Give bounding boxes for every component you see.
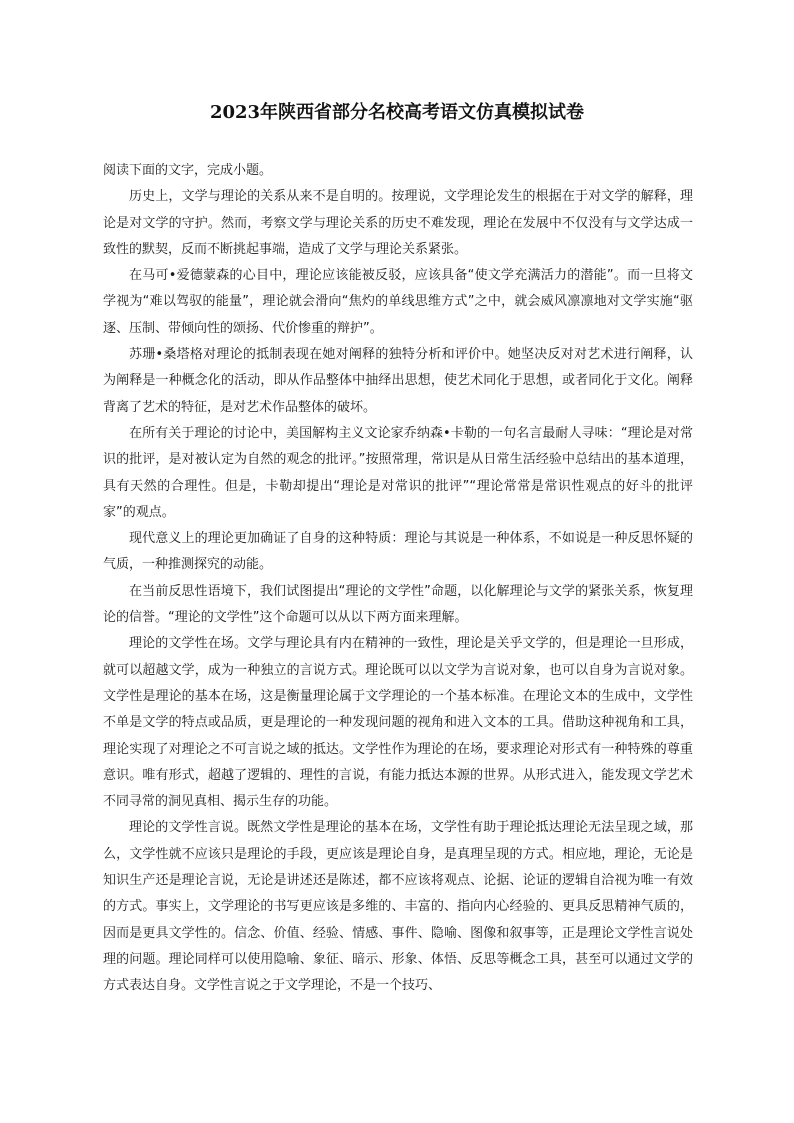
paragraph: 在所有关于理论的讨论中，美国解构主义文论家乔纳森•卡勒的一句名言最耐人寻味：“理论是对常识的批评，是对被认定为自然的观念的批评。”按照常理，常识是从日常生活经验中总结出的基本道理，具有天然的合理性。但是，卡勒却提出“理论是对常识的批评”“理论常常是常识性观点的好斗的批评家”的观点。 [103, 425, 693, 520]
paragraph: 在马可•爱德蒙森的心目中，理论应该能被反驳，应该具备“使文学充满活力的潜能”。而一旦将文学视为“难以驾驭的能量”，理论就会滑向“焦灼的单线思维方式”之中，就会威风凛凛地对文学实施“驱逐、压制、带倾向性的颂扬、代价惨重的辩护”。 [103, 268, 693, 336]
article-body [103, 158, 693, 1000]
paragraph: 历史上，文学与理论的关系从来不是自明的。按理说，文学理论发生的根据在于对文学的解释，理论是对文学的守护。然而，考察文学与理论关系的历史不难发现，理论在发展中不仅没有与文学达成一致性的默契，反而不断挑起事端，造成了文学与理论关系紧张。 [103, 189, 693, 257]
paragraph: 理论的文学性在场。文学与理论具有内在精神的一致性，理论是关乎文学的，但是理论一旦形成，就可以超越文学，成为一种独立的言说方式。理论既可以以文学为言说对象，也可以自身为言说对象。文学性是理论的基本在场，这是衡量理论属于文学理论的一个基本标准。在理论文本的生成中，文学性不单是文学的特点或品质，更是理论的一种发现问题的视角和进入文本的工具。借助这种视角和工具，理论实现了对理论之不可言说之域的抵达。文学性作为理论的在场，要求理论对形式有一种特殊的尊重意识。唯有形式，超越了逻辑的、理性的言说，有能力抵达本源的世界。从形式进入，能发现文学艺术不同寻常的洞见真相、揭示生存的功能。 [103, 636, 693, 810]
paragraph: 苏珊•桑塔格对理论的抵制表现在她对阐释的独特分析和评价中。她坚决反对对艺术进行阐释，认为阐释是一种概念化的活动，即从作品整体中抽绎出思想，使艺术同化于思想，或者同化于文化。阐释背离了艺术的特征，是对艺术作品整体的破坏。 [103, 347, 693, 415]
paragraph: 在当前反思性语境下，我们试图提出“理论的文学性”命题，以化解理论与文学的紧张关系，恢复理论的信誉。“理论的文学性”这个命题可以从以下两方面来理解。 [103, 583, 693, 626]
page-title: 2023年陕西省部分名校高考语文仿真模拟试卷 [209, 102, 585, 123]
paragraph: 现代意义上的理论更加确证了自身的这种特质：理论与其说是一种体系，不如说是一种反思怀疑的气质，一种推测探究的动能。 [103, 531, 693, 573]
instruction-text: 阅读下面的文字，完成小题。 [103, 163, 273, 178]
paragraph: 理论的文学性言说。既然文学性是理论的基本在场，文学性有助于理论抵达理论无法呈现之域，那么，文学性就不应该只是理论的手段，更应该是理论自身，是真理呈现的方式。相应地，理论，无论是知识生产还是理论言说，无论是讲述还是陈述，都不应该将观点、论据、论证的逻辑自洽视为唯一有效的方式。事实上，文学理论的书写更应该是多维的、丰富的、指向内心经验的、更具反思精神气质的，因而是更具文学性的。信念、价值、经验、情感、事件、隐喻、图像和叙事等，正是理论文学性言说处理的问题。理论同样可以使用隐喻、象征、暗示、形象、体悟、反思等概念工具，甚至可以通过文学的方式表达自身。文学性言说之于文学理论，不是一个技巧、 [103, 820, 693, 994]
